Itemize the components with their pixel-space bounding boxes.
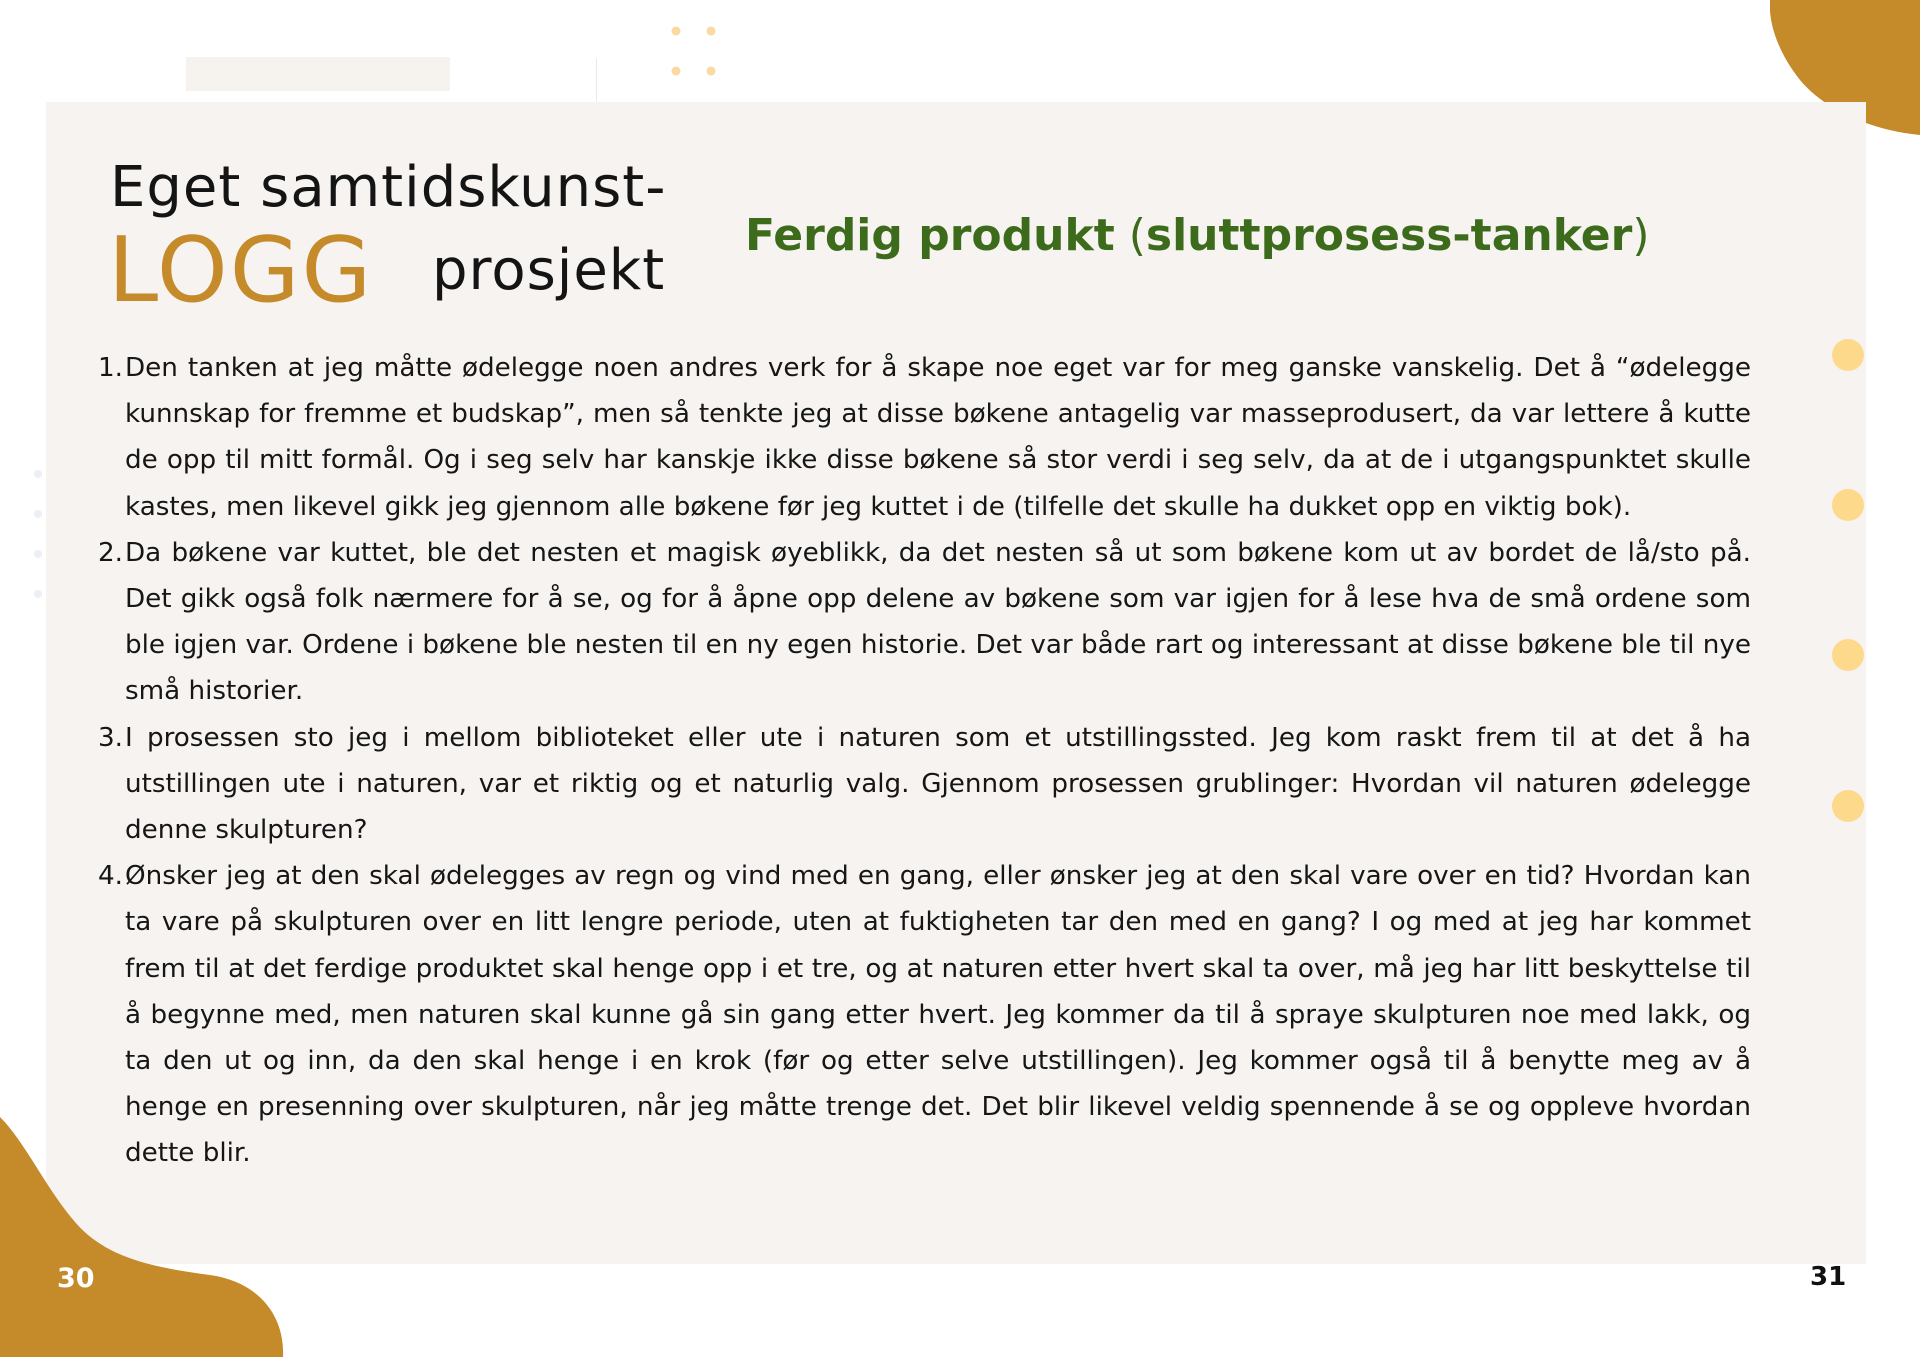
page-number-left: 30 [57, 1263, 95, 1294]
list-item-text: Ønsker jeg at den skal ødelegges av regn og vind med en gang, eller ønsker jeg at den skal vare over en tid? Hvordan kan ta vare på skulpturen over en litt lengre periode, uten at fuktigheten tar den med en gang? I og med at jeg har kommet frem til at det ferdige produktet skal henge opp i et tre, og at naturen etter hvert skal ta over, må jeg har litt beskyttelse til å begynne med, men naturen skal kunne gå sin gang etter hvert. Jeg kommer da til å spraye skulpturen noe med lakk, og ta den ut og inn, da den skal henge i en krok (før og etter selve utstillingen). Jeg kommer også til å benytte meg av å henge en presenning over skulpturen, når jeg måtte trenge det. Det blir likevel veldig spennende å se og oppleve hvordan dette blir. [125, 861, 1751, 1169]
title-logg: LOGG [108, 218, 374, 323]
list-item-number: 1. [98, 353, 123, 383]
list-item-text: Da bøkene var kuttet, ble det nesten et magisk øyeblikk, da det nesten så ut som bøkene kom ut av bordet de lå/sto på. Det gikk også folk nærmere for å se, og for å åpne opp delene av bøkene som var igjen for å lese hva de små ordene som ble igjen var. Ordene i bøkene ble nesten til en ny egen historie. Det var både rart og interessant at disse bøkene ble til nye små historier. [125, 537, 1751, 707]
list-item-number: 3. [98, 722, 123, 753]
list-item-number: 4. [98, 861, 123, 892]
heading-sub: sluttprosess-tanker [1145, 210, 1633, 261]
list-item-text: Den tanken at jeg måtte ødelegge noen andres verk for å skape noe eget var for meg ganske vanskelig. Det å “ødelegge kunnskap for fremme et budskap”, men så tenkte jeg at disse bøkene antagelig var masseprodusert, da var lettere å kutte de opp til mitt formål. Og i seg selv har kanskje ikke disse bøkene så stor verdi i seg selv, da at de i utgangspunktet skulle kastes, men likevel gikk jeg gjennom alle bøkene før jeg kuttet i de (tilfelle det skulle ha dukket opp en viktig bok). [125, 353, 1751, 522]
list-item [95, 853, 1751, 1176]
top-tab-strip [186, 57, 450, 91]
heading-main: Ferdig produkt [745, 210, 1115, 261]
page-number-right: 31 [1810, 1262, 1847, 1292]
title-line-2: prosjekt [432, 238, 666, 303]
heading-paren-close: ) [1632, 210, 1650, 261]
section-heading [745, 210, 1650, 261]
decorative-dot-column-right [1828, 335, 1872, 830]
list-item [95, 530, 1751, 715]
heading-paren-open: ( [1114, 210, 1146, 261]
list-item [95, 715, 1751, 854]
list-item-number: 2. [98, 537, 123, 568]
divider-line [596, 58, 597, 102]
list-item [95, 345, 1751, 530]
title-line-1: Eget samtidskunst- [110, 155, 667, 220]
list-item-text: I prosessen sto jeg i mellom biblioteket eller ute i naturen som et utstillingssted. Jeg kom raskt frem til at det å ha utstillingen ute i naturen, var et riktig og et naturlig valg. Gjennom prosessen grublinger: Hvordan vil naturen ødelegge denne skulpturen? [125, 722, 1751, 846]
decorative-dot-column-left [32, 466, 52, 606]
numbered-list [95, 345, 1751, 1177]
